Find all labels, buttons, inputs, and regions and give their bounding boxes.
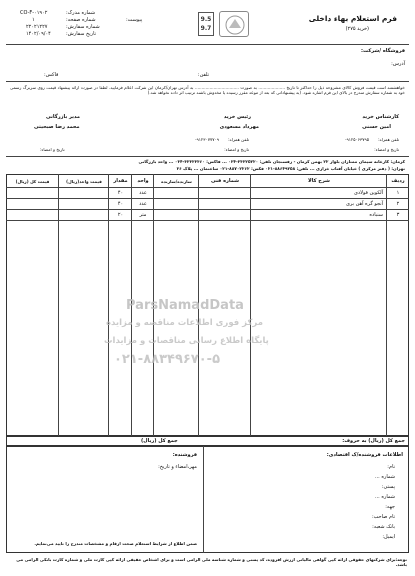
th-no: ردیف <box>391 178 405 184</box>
cell-unit: عدد <box>139 190 147 196</box>
code-label: شماره مدرک: <box>66 10 96 16</box>
cell-qty: ۴۰ <box>117 201 124 207</box>
seller-field: جهه: <box>385 504 395 510</box>
page-number-value: ۱ <box>32 17 35 23</box>
header-divider <box>6 44 409 45</box>
th-desc: شرح کالا <box>308 178 330 184</box>
request-no-value: ۲۲۰۲۱۲۲۷ <box>26 24 48 30</box>
sig-role-3: مدیر بازرگانی <box>46 114 80 120</box>
th-maker: سازنده/سازنده <box>161 179 192 184</box>
th-tech: شماره فنی <box>210 178 240 184</box>
sig-phone-label-1: تلفن همراه: <box>378 137 399 142</box>
th-qty: مقدار <box>113 178 128 184</box>
cell-unit: عدد <box>139 201 147 207</box>
seller-sign-label: مهر،امضاء و تاریخ: <box>158 464 197 470</box>
seller-field: تام صاحب: <box>371 514 395 520</box>
cell-no: ۳ <box>396 212 400 218</box>
sig-role-2: رئیس خرید <box>223 114 251 120</box>
sig-date-label-2: تاریخ و امضاء: <box>224 147 249 152</box>
watermark-line3: پایگاه اطلاع رسانی مناقصات و مزایدات <box>104 336 269 346</box>
cell-no: ۲ <box>396 201 400 207</box>
code-value: CO-F-۰۱۹۰۲ <box>20 10 48 16</box>
sig-phone-2: ۰۹۱۲۳۰۷۷۷۰۹ <box>194 137 219 142</box>
cell-qty: ۲۰ <box>117 212 124 218</box>
row-line <box>6 198 409 199</box>
th-unit-price: قیمت واحد(ریال) <box>66 179 102 184</box>
sig-date-label-3: تاریخ و امضاء: <box>40 147 65 152</box>
seller-field: ایمیل: <box>382 534 395 540</box>
iso-badge <box>198 12 214 36</box>
iso-badge-bottom: 9.7 <box>200 25 212 32</box>
seller-info-title: اطلاعات فروشنده/ک اقتصادی: <box>326 452 403 458</box>
footer-divider <box>203 446 204 553</box>
cell-qty: ۴۰ <box>117 190 124 196</box>
page-subtitle: (خرید ۲۷۵) <box>345 26 369 32</box>
row-line <box>6 220 409 221</box>
vendor-divider <box>6 81 409 82</box>
company-logo-icon <box>221 13 249 37</box>
cell-desc: آنجو گره آهن بری <box>345 201 383 207</box>
seller-label: فروشنده: <box>172 452 197 458</box>
logo-box <box>219 11 249 37</box>
seller-field: شماره ... <box>375 474 395 480</box>
sum-words-label: جمع کل (ریال) به حروف: <box>342 438 405 444</box>
th-unit: واحد <box>137 178 149 184</box>
seller-notice: ضمن اطلاع از شرایط استعلام صحت ارقام و مشخصات مندرج را تایید می‌نمایم. <box>34 541 197 546</box>
vendor-company-label: فروشگاه /شرکت: <box>361 48 405 54</box>
vendor-fax-label: فاکس: <box>44 72 59 78</box>
row-line <box>6 209 409 210</box>
page-title: فرم استعلام بهاء داخلی <box>308 14 397 23</box>
col-divider <box>58 174 59 436</box>
sig-phone-1: ۰۹۱۲۵۰۶۳۷۹۵ <box>344 137 369 142</box>
cell-desc: آلکوین فولادی <box>353 190 383 196</box>
cell-unit: متر <box>139 212 147 218</box>
attachment-label: پیوست: <box>126 17 143 23</box>
cell-desc: سنباده <box>369 212 383 218</box>
col-divider <box>250 174 251 436</box>
document-page <box>6 6 409 571</box>
cell-no: ۱ <box>396 190 400 196</box>
vendor-address-label: آدرس: <box>391 61 405 67</box>
sig-name-2: مهرداد مسعودی <box>219 124 259 130</box>
seller-field: نام: <box>387 464 395 470</box>
vendor-phone-label: تلفن: <box>197 72 209 78</box>
order-date-label: تاریخ سفارش: <box>66 31 96 37</box>
request-no-label: شماره سفارش: <box>66 24 100 30</box>
seller-field: بانک شعبه: <box>372 524 395 530</box>
address-line-1: کرمان: کارخانه سیمان ممتازان بلوار ۲۲ بهمن کرمان - رفسنجان تلفن: ۳۳۳۲۵۲۲۰-۰۳۴ ... فاکس: ۳۳۳۳۳۳۶۰-۰۳۴ ... واحد بازرگانی <box>138 159 405 164</box>
sig-date-label-1: تاریخ و امضاء: <box>374 147 399 152</box>
sig-role-1: کارشناس خرید <box>362 114 399 120</box>
signature-divider <box>6 156 409 157</box>
th-total-price: قیمت کل (ریال) <box>15 179 50 184</box>
sum-numeric-label: جمع کل (ریال) <box>141 438 178 444</box>
request-text: خواهشمند است قیمت فروش کالای مشروحه ذیل را حداکثر تا تاریخ .................... به صورت ................................. به آدرس تهران/کرمان این شرکت اعلام فرمایید. لطفا در صورت ارائه پیشنهاد قیمت روی سربرگ رسمی خود به شماره سفارش مندرج در بالای این فرم اشاره شود. (به پیشنهاداتی که بعد از موعد مقرر رسیده یا مخدوش باشند ترتیب اثر داده نخواهد شد.) <box>10 85 405 95</box>
order-date-value: ۱۴۰۲/۰۹/۰۴ <box>26 31 51 37</box>
iso-badge-top: 9.5 <box>200 16 212 23</box>
table-header-line <box>6 187 409 188</box>
sig-name-3: محمد رضا صبحیتی <box>34 124 80 130</box>
watermark-brand: ParsNamadData <box>126 298 244 313</box>
seller-field: پستی: <box>381 484 395 490</box>
sig-phone-label-2: تلفن همراه: <box>228 137 249 142</box>
watermark-line2: مرکز فوری اطلاعات مناقصه و مزایده <box>106 318 263 328</box>
footer-box <box>6 446 409 553</box>
bottom-note: توجه:برای شرکتهای حقوقی ارائه کپی گواهی مالیاتی ارزش افزوده، کد پستی و شماره شناسه ملی الزامی است و برای اشخاص حقیقی ارائه کپی کارت ملی و شماره کارت بانکی الزامی می باشد. <box>16 557 407 567</box>
sig-name-1: امین حسنی <box>362 124 391 130</box>
page-number-label: شماره صفحه: <box>66 17 96 23</box>
seller-field: شماره ... <box>375 494 395 500</box>
address-line-2: تهران: ( دفتر مرکزی ) خیابان آفتاب خرازی ... تلفن: ۸۸۶۴۹۲۵۸-۰۲۱ فکس: ۸۸۷۰۲۲۶۲-۰۲۱ ساختمان ... پلاک ۲۶ <box>176 166 405 171</box>
watermark-phone: ۰۲۱-۸۸۳۴۹۶۷۰-۵ <box>114 352 221 367</box>
